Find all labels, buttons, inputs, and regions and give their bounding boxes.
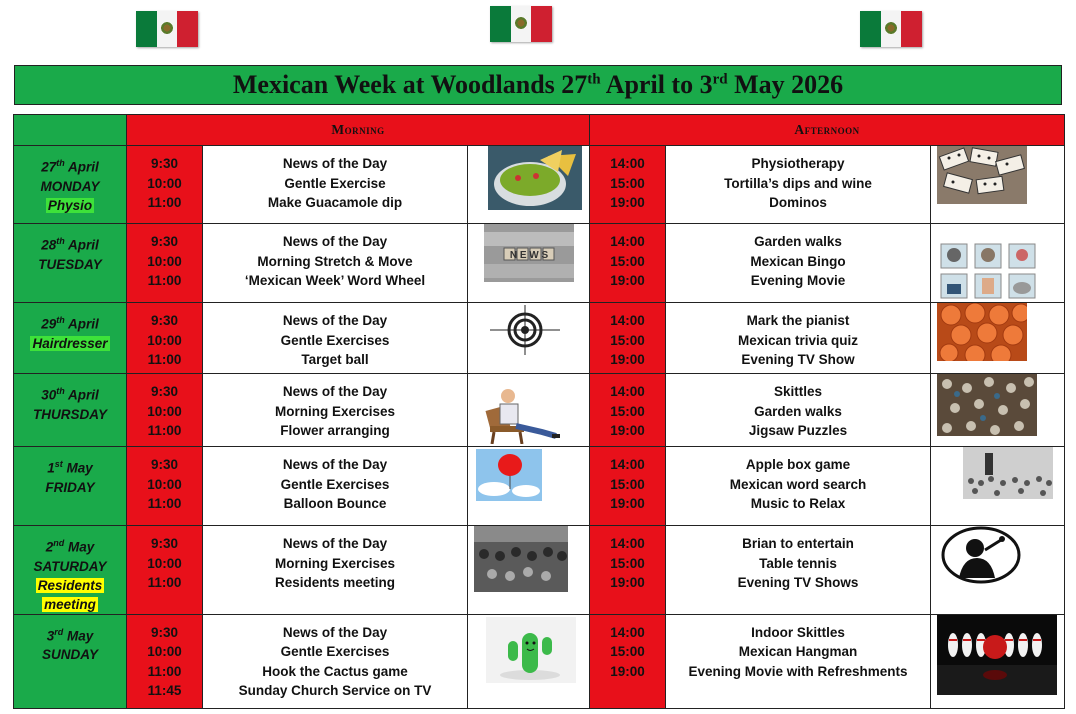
time-slot: 9:30 [150,457,179,472]
afternoon-picture [931,526,1065,615]
time-slot: 11:00 [147,575,182,590]
activity: Hook the Cactus game [262,663,408,679]
table-row [14,526,1065,615]
activity: Dominos [769,195,827,210]
day-badge: meeting [44,596,96,612]
activity: Make Guacamole dip [267,195,403,210]
time-slot: 10:00 [147,644,182,659]
morning-picture [468,526,590,615]
time-slot: 14:00 [610,156,645,171]
activity: Mexican word search [729,476,867,492]
afternoon-times [590,303,666,374]
time-slot: 14:00 [610,624,645,640]
day-date: 30th April [41,386,99,403]
day-badge: Hairdresser [32,335,108,351]
time-slot: 15:00 [610,555,645,571]
time-slot: 14:00 [610,457,645,472]
afternoon-picture [931,614,1065,708]
mexico-flag-icon [490,6,552,42]
mexico-flag-icon [860,11,922,47]
activity: Morning Stretch & Move [257,253,413,269]
activity: Target ball [301,352,369,367]
activity: Sunday Church Service on TV [238,683,432,698]
activity: Gentle Exercises [280,332,390,348]
table-row [14,614,1065,708]
afternoon-activities [666,303,931,374]
singer-silhouette-icon [941,526,1021,584]
morning-times [127,526,203,615]
day-cell [14,374,127,447]
time-slot: 10:00 [147,175,182,191]
time-slot: 11:00 [147,663,182,679]
activity: News of the Day [282,457,388,472]
activity: Jigsaw Puzzles [748,423,848,438]
activity: Residents meeting [274,575,396,590]
day-date: 2nd May [45,538,95,555]
activity: News of the Day [282,156,388,171]
morning-times [127,224,203,303]
header-corner [14,115,127,146]
time-slot: 9:30 [150,536,179,551]
afternoon-times [590,374,666,447]
time-slot: 11:00 [147,273,182,288]
balloon-icon [476,449,542,501]
morning-activities [203,224,468,303]
page-title: Mexican Week at Woodlands 27th April to 3rd May 2026 [14,65,1062,105]
time-slot: 11:00 [147,423,182,438]
time-slot: 11:45 [147,683,182,698]
day-weekday: FRIDAY [45,479,95,495]
activity: Morning Exercises [274,555,396,571]
activity: News of the Day [282,624,388,640]
day-weekday: SATURDAY [33,558,107,574]
time-slot: 19:00 [610,575,645,590]
morning-activities [203,614,468,708]
time-slot: 10:00 [147,555,182,571]
table-row [14,146,1065,224]
day-date: 3rd May [46,626,94,643]
time-slot: 15:00 [610,644,645,659]
day-date: 29th April [41,315,99,332]
afternoon-activities [666,614,931,708]
time-slot: 9:30 [150,624,179,640]
target-icon [490,305,560,355]
afternoon-activities [666,146,931,224]
activity: ‘Mexican Week’ Word Wheel [244,273,426,288]
time-slot: 15:00 [610,175,645,191]
morning-activities [203,447,468,526]
day-date: 27th April [41,158,99,175]
day-cell [14,447,127,526]
time-slot: 19:00 [610,663,645,679]
table-row [14,224,1065,303]
time-slot: 11:00 [147,496,182,511]
table-row [14,374,1065,447]
activity: Morning Exercises [274,403,396,419]
schedule-table [13,114,1065,709]
morning-picture [468,614,590,708]
day-date: 28th April [41,236,99,253]
afternoon-header: Afternoon [590,115,1065,146]
time-slot: 15:00 [610,253,645,269]
time-slot: 10:00 [147,403,182,419]
afternoon-activities [666,526,931,615]
activity: Physiotherapy [751,156,845,171]
time-slot: 15:00 [610,332,645,348]
time-slot: 10:00 [147,476,182,492]
day-cell [14,526,127,615]
activity: Music to Relax [750,496,846,511]
relaxing-man-icon [482,386,562,444]
day-badge: Physio [47,197,93,213]
time-slot: 11:00 [147,195,182,210]
morning-picture [468,447,590,526]
activity: Evening TV Shows [737,575,859,590]
time-slot: 19:00 [610,273,645,288]
activity: Mexican Hangman [738,644,858,659]
activity: Skittles [774,384,823,399]
table-row [14,303,1065,374]
time-slot: 9:30 [150,156,179,171]
time-slot: 9:30 [150,384,179,399]
roses-icon [937,303,1027,361]
jigsaw-icon [937,374,1037,436]
afternoon-picture [931,447,1065,526]
morning-picture [468,146,590,224]
afternoon-picture [931,303,1065,374]
crowd-photo-icon [963,447,1053,499]
activity: Evening Movie [750,273,846,288]
time-slot: 11:00 [147,352,182,367]
morning-times [127,447,203,526]
morning-header: Morning [127,115,590,146]
day-weekday: SUNDAY [41,647,98,662]
time-slot: 14:00 [610,536,645,551]
cactus-toy-icon [486,617,576,683]
day-badge: Residents [37,577,103,593]
time-slot: 9:30 [150,313,179,328]
news-tiles-text: N E W S [509,250,549,261]
day-weekday: MONDAY [40,178,100,194]
day-weekday: TUESDAY [38,256,102,272]
morning-activities [203,303,468,374]
morning-activities [203,374,468,447]
bingo-pictures-icon [939,242,1039,302]
activity: Apple box game [745,457,851,472]
afternoon-times [590,614,666,708]
morning-picture [468,303,590,374]
mexico-flag-icon [136,11,198,47]
activity: Mexican trivia quiz [737,332,859,348]
activity: Flower arranging [280,423,390,438]
activity: Gentle Exercise [284,175,386,191]
afternoon-activities [666,374,931,447]
day-cell [14,224,127,303]
activity: Brian to entertain [742,536,854,551]
time-slot: 19:00 [610,352,645,367]
activity: Tortilla’s dips and wine [724,175,872,191]
morning-activities [203,526,468,615]
time-slot: 19:00 [610,195,645,210]
time-slot: 9:30 [150,234,179,249]
day-cell [14,146,127,224]
time-slot: 19:00 [610,423,645,438]
afternoon-times [590,146,666,224]
activity: Garden walks [754,403,842,419]
morning-times [127,614,203,708]
activity: Gentle Exercises [280,644,390,659]
afternoon-picture [931,146,1065,224]
morning-times [127,374,203,447]
day-cell [14,303,127,374]
dominoes-icon [937,146,1027,204]
morning-picture [468,224,590,303]
activity: News of the Day [282,536,388,551]
activity: Indoor Skittles [751,624,845,640]
morning-times [127,303,203,374]
day-weekday: THURSDAY [33,406,107,422]
bowling-pins-icon [937,615,1057,695]
afternoon-picture [931,374,1065,447]
time-slot: 14:00 [610,234,645,249]
day-cell [14,614,127,708]
news-tiles-icon [484,224,574,282]
afternoon-picture [931,224,1065,303]
activity: Mark the pianist [746,313,850,328]
time-slot: 14:00 [610,384,645,399]
time-slot: 10:00 [147,253,182,269]
activity: Balloon Bounce [283,496,387,511]
time-slot: 14:00 [610,313,645,328]
afternoon-activities [666,447,931,526]
activity: Table tennis [759,555,837,571]
activity: Evening Movie with Refreshments [688,663,908,679]
activity: Mexican Bingo [750,253,846,269]
day-date: 1st May [47,459,93,476]
afternoon-times [590,224,666,303]
activity: Evening TV Show [741,352,855,367]
time-slot: 15:00 [610,476,645,492]
morning-picture [468,374,590,447]
morning-times [127,146,203,224]
afternoon-times [590,447,666,526]
time-slot: 19:00 [610,496,645,511]
time-slot: 15:00 [610,403,645,419]
afternoon-activities [666,224,931,303]
guacamole-bowl-icon [488,146,582,210]
time-slot: 10:00 [147,332,182,348]
vintage-crowd-photo-icon [474,526,568,592]
afternoon-times [590,526,666,615]
activity: Garden walks [754,234,842,249]
activity: Gentle Exercises [280,476,390,492]
activity: News of the Day [282,313,388,328]
activity: News of the Day [282,384,388,399]
table-row [14,447,1065,526]
morning-activities [203,146,468,224]
activity: News of the Day [282,234,388,249]
